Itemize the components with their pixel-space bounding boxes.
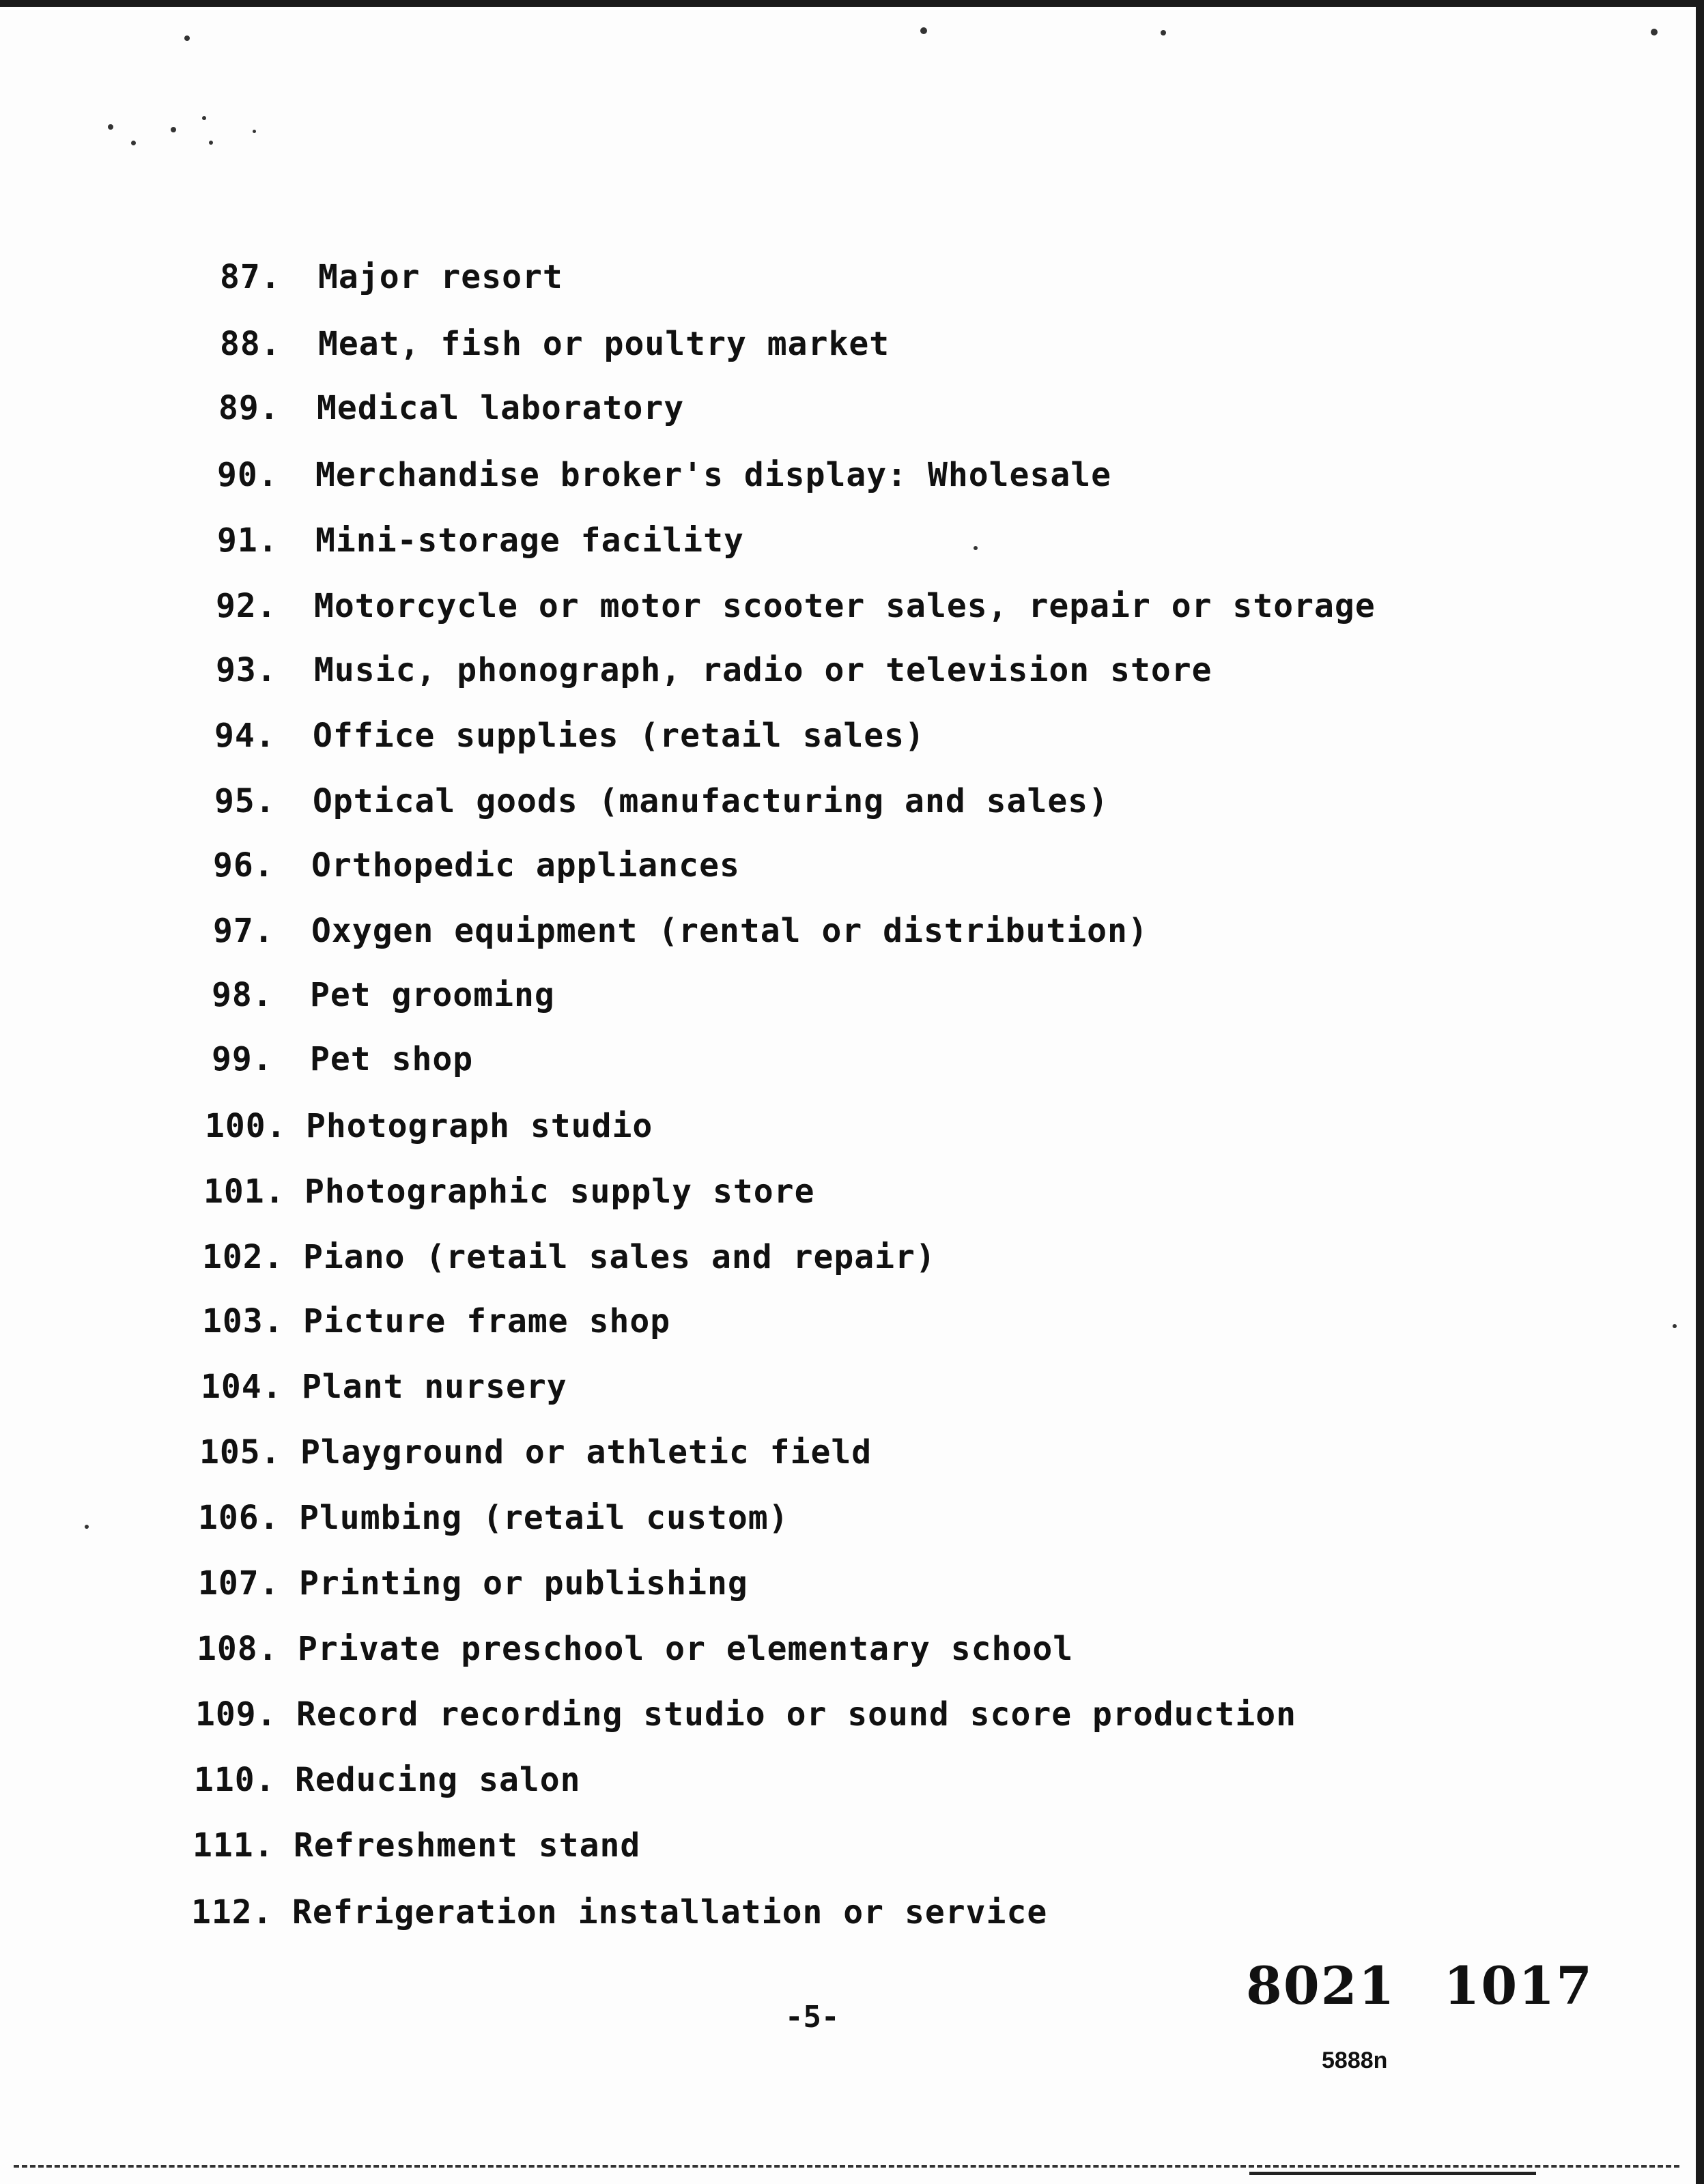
item-number: 88.: [220, 325, 281, 363]
item-text: Major resort: [318, 258, 563, 296]
list-item: [203, 1173, 814, 1211]
item-text: Office supplies (retail sales): [313, 717, 925, 755]
item-text: Oxygen equipment (rental or distribution): [311, 912, 1148, 950]
item-text: Photograph studio: [306, 1107, 653, 1145]
item-number: 98.: [212, 976, 273, 1014]
item-text: Motorcycle or motor scooter sales, repair or storage: [314, 587, 1376, 625]
scan-speck: [974, 546, 978, 550]
item-number: 102.: [202, 1238, 284, 1276]
list-item: [217, 521, 744, 560]
item-number: 101.: [203, 1173, 285, 1211]
item-number: 111.: [193, 1826, 274, 1865]
scan-speck: [184, 35, 190, 41]
scan-speck: [253, 130, 256, 133]
list-item: [220, 258, 563, 296]
item-text: Private preschool or elementary school: [298, 1630, 1074, 1668]
item-number: 90.: [217, 456, 279, 494]
item-number: 106.: [198, 1499, 280, 1537]
item-text: Refrigeration installation or service: [292, 1893, 1048, 1931]
page-number: -5-: [785, 2000, 840, 2035]
item-number: 107.: [198, 1564, 280, 1603]
list-item: [220, 325, 890, 363]
list-item: [216, 651, 1212, 689]
item-text: Picture frame shop: [303, 1302, 671, 1340]
reference-code: 5888n: [1322, 2048, 1388, 2073]
bottom-edge-line: [1249, 2172, 1536, 2175]
list-item: [213, 912, 1148, 950]
scan-speck: [920, 27, 927, 34]
item-text: Orthopedic appliances: [311, 846, 740, 885]
item-number: 99.: [212, 1040, 273, 1078]
item-number: 87.: [220, 258, 281, 296]
item-text: Record recording studio or sound score production: [296, 1695, 1297, 1734]
item-text: Meat, fish or poultry market: [318, 325, 890, 363]
item-text: Medical laboratory: [317, 389, 685, 427]
list-item: [212, 976, 555, 1014]
list-item: [212, 1040, 473, 1078]
scan-speck: [171, 127, 176, 132]
item-text: Plant nursery: [302, 1368, 567, 1406]
item-text: Music, phonograph, radio or television store: [314, 651, 1212, 689]
document-code-part-b: 1017: [1443, 1955, 1594, 2016]
list-item: [193, 1826, 640, 1865]
item-number: 105.: [199, 1433, 281, 1471]
item-number: 109.: [195, 1695, 277, 1734]
list-item: [194, 1761, 581, 1799]
document-code: [1246, 1955, 1593, 2016]
list-item: [213, 846, 740, 885]
item-number: 92.: [216, 587, 277, 625]
scan-speck: [1651, 29, 1658, 35]
scan-speck: [85, 1525, 89, 1529]
item-text: Refreshment stand: [294, 1826, 641, 1865]
item-number: 97.: [213, 912, 274, 950]
item-number: 108.: [197, 1630, 279, 1668]
item-number: 95.: [214, 782, 276, 820]
list-item: [205, 1107, 653, 1145]
list-item: [198, 1564, 748, 1603]
item-text: Photographic supply store: [304, 1173, 815, 1211]
list-item: [214, 717, 925, 755]
list-item: [217, 456, 1111, 494]
list-item: [216, 587, 1376, 625]
item-text: Plumbing (retail custom): [299, 1499, 789, 1537]
scan-speck: [131, 141, 136, 145]
item-text: Merchandise broker's display: Wholesale: [315, 456, 1112, 494]
item-text: Printing or publishing: [299, 1564, 748, 1603]
list-item: [202, 1238, 936, 1276]
list-item: [197, 1630, 1073, 1668]
item-number: 94.: [214, 717, 276, 755]
scan-speck: [108, 124, 113, 130]
list-item: [195, 1695, 1296, 1734]
item-number: 103.: [202, 1302, 284, 1340]
list-item: [198, 1499, 789, 1537]
list-item: [218, 389, 684, 427]
item-text: Pet shop: [310, 1040, 474, 1078]
scan-speck: [202, 116, 206, 120]
item-number: 91.: [217, 521, 279, 560]
list-item: [202, 1302, 670, 1340]
item-text: Reducing salon: [295, 1761, 581, 1799]
item-number: 100.: [205, 1107, 287, 1145]
item-number: 96.: [213, 846, 274, 885]
item-number: 112.: [191, 1893, 273, 1931]
list-item: [214, 782, 1109, 820]
list-item: [191, 1893, 1047, 1931]
item-text: Mini-storage facility: [315, 521, 744, 560]
item-text: Playground or athletic field: [300, 1433, 872, 1471]
list-item: [199, 1433, 872, 1471]
document-code-part-a: 8021: [1246, 1955, 1396, 2016]
scan-speck: [1161, 30, 1166, 35]
item-number: 89.: [218, 389, 280, 427]
item-text: Piano (retail sales and repair): [303, 1238, 936, 1276]
scan-speck: [1673, 1324, 1677, 1328]
scan-speck: [209, 141, 213, 145]
item-number: 104.: [201, 1368, 283, 1406]
bottom-edge-line: [14, 2165, 1679, 2170]
item-text: Optical goods (manufacturing and sales): [313, 782, 1109, 820]
item-text: Pet grooming: [310, 976, 555, 1014]
item-number: 110.: [194, 1761, 276, 1799]
list-item: [201, 1368, 567, 1406]
item-number: 93.: [216, 651, 277, 689]
